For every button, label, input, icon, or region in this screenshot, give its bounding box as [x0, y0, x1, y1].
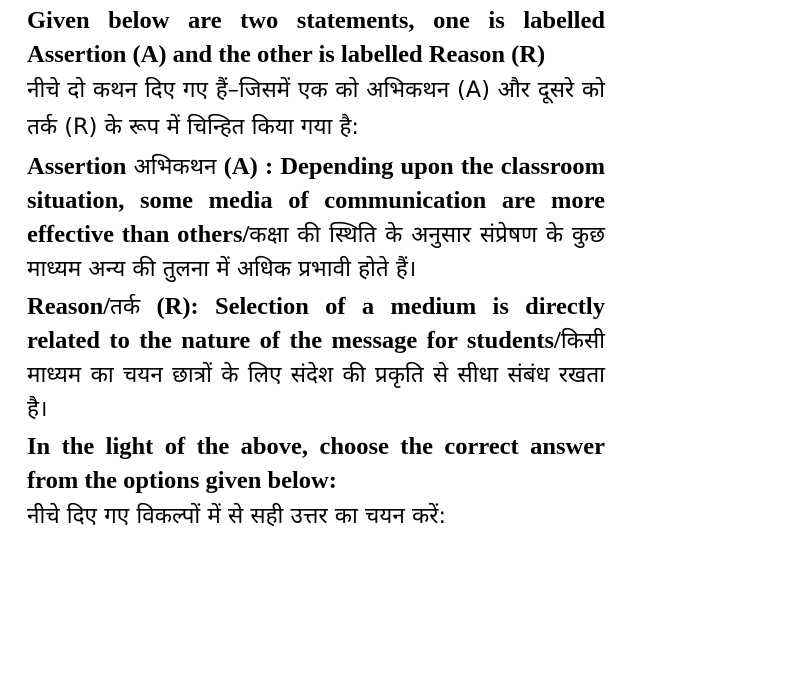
- reason-paragraph: [27, 290, 605, 426]
- assertion-tag: (A) :: [223, 153, 274, 180]
- assertion-label: Assertion: [27, 153, 127, 180]
- intro-english: Given below are two statements, one is labelled Assertion (A) and the other is labelled Reason (R): [27, 7, 605, 68]
- prompt-hindi: नीचे दिए गए विकल्पों में से सही उत्तर का चयन करें:: [27, 503, 447, 529]
- prompt-english: In the light of the above, choose the correct answer from the options given below:: [27, 433, 605, 494]
- reason-english: Selection of a medium is directly related to the nature of the message for students/: [27, 293, 605, 354]
- intro-paragraph: [27, 4, 605, 146]
- intro-hindi: नीचे दो कथन दिए गए हैं–जिसमें एक को अभिकथन (A) और दूसरे को तर्क (R) के रूप में चिन्हित किया गया है:: [27, 77, 605, 140]
- assertion-paragraph: [27, 150, 605, 286]
- reason-hindi: किसी माध्यम का चयन छात्रों के लिए संदेश की प्रकृति से सीधा संबंध रखता है।: [27, 328, 605, 422]
- assertion-label-hindi: अभिकथन: [133, 154, 217, 180]
- reason-label: Reason/: [27, 293, 111, 320]
- assertion-english: Depending upon the classroom situation, some media of communication are more effective than others/: [27, 153, 606, 248]
- assertion-hindi: कक्षा की स्थिति के अनुसार संप्रेषण के कुछ माध्यम अन्य की तुलना में अधिक प्रभावी होते हैं।: [27, 222, 605, 282]
- question-text: [27, 4, 605, 535]
- reason-label-hindi: तर्क: [110, 294, 141, 320]
- prompt-paragraph: [27, 430, 605, 535]
- reason-tag: (R):: [156, 293, 199, 320]
